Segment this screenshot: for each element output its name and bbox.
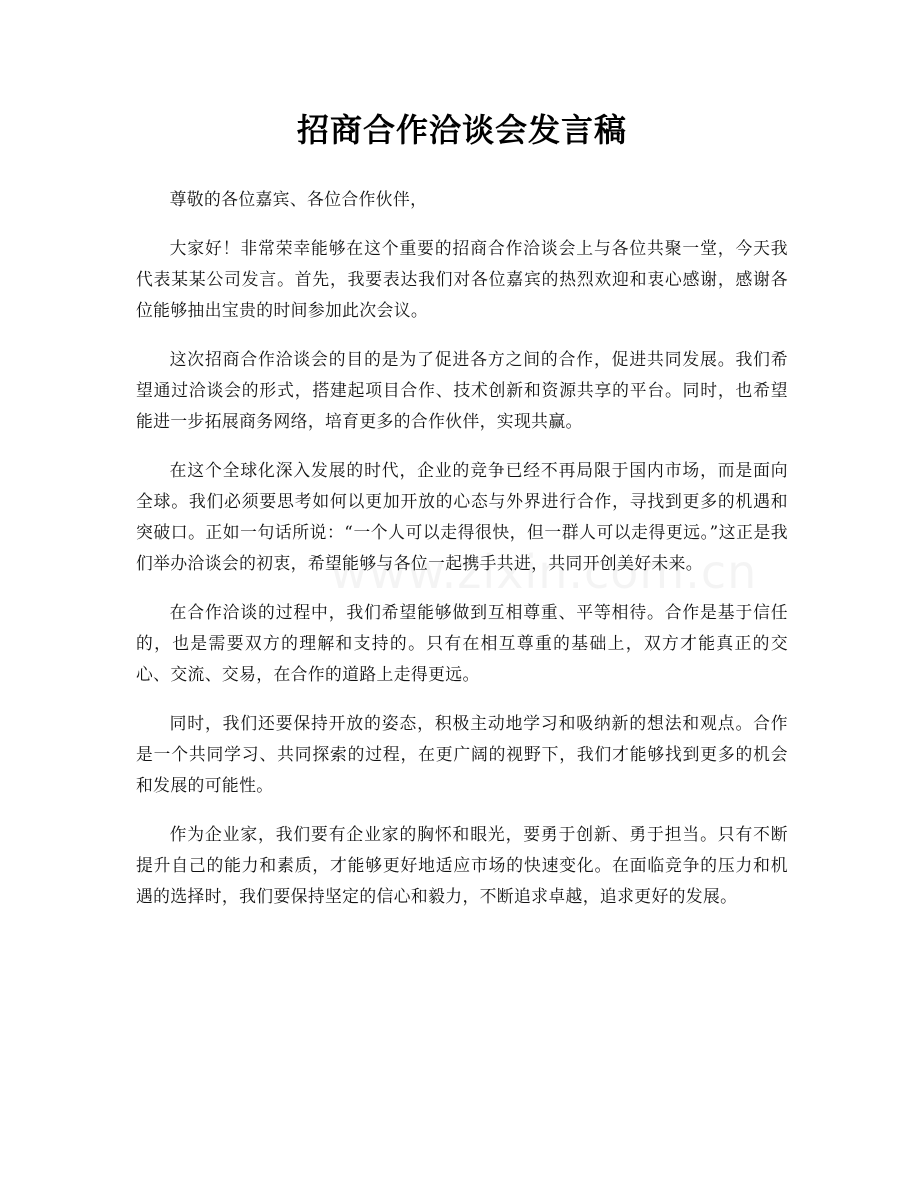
paragraph-welcome: 大家好！非常荣幸能够在这个重要的招商合作洽谈会上与各位共聚一堂，今天我代表某某公司发言。首先，我要表达我们对各位嘉宾的热烈欢迎和衷心感谢，感谢各位能够抽出宝贵的时间参加此次会议。 <box>136 238 788 320</box>
document-title: 招商合作洽谈会发言稿 <box>296 111 627 149</box>
paragraph-entrepreneurship: 作为企业家，我们要有企业家的胸怀和眼光，要勇于创新、勇于担当。只有不断提升自己的能力和素质，才能够更好地适应市场的快速变化。在面临竞争的压力和机遇的选择时，我们要保持坚定的信心和毅力，不断追求卓越，追求更好的发展。 <box>136 824 788 906</box>
paragraph-purpose: 这次招商合作洽谈会的目的是为了促进各方之间的合作，促进共同发展。我们希望通过洽谈会的形式，搭建起项目合作、技术创新和资源共享的平台。同时，也希望能进一步拓展商务网络，培育更多的合作伙伴，实现共赢。 <box>136 349 788 431</box>
paragraph-openness: 同时，我们还要保持开放的姿态，积极主动地学习和吸纳新的想法和观点。合作是一个共同学习、共同探索的过程，在更广阔的视野下，我们才能够找到更多的机会和发展的可能性。 <box>136 713 788 795</box>
document-body <box>136 184 788 912</box>
paragraph-greeting: 尊敬的各位嘉宾、各位合作伙伴， <box>169 189 428 209</box>
paragraph-globalization: 在这个全球化深入发展的时代，企业的竞争已经不再局限于国内市场，而是面向全球。我们必须要思考如何以更加开放的心态与外界进行合作，寻找到更多的机遇和突破口。正如一句话所说：“一个人可以走得很快，但一群人可以走得更远。”这正是我们举办洽谈会的初衷，希望能够与各位一起携手共进，共同开创美好未来。 <box>136 460 788 573</box>
paragraph-mutual-respect: 在合作洽谈的过程中，我们希望能够做到互相尊重、平等相待。合作是基于信任的，也是需要双方的理解和支持的。只有在相互尊重的基础上，双方才能真正的交心、交流、交易，在合作的道路上走得更远。 <box>136 602 788 684</box>
